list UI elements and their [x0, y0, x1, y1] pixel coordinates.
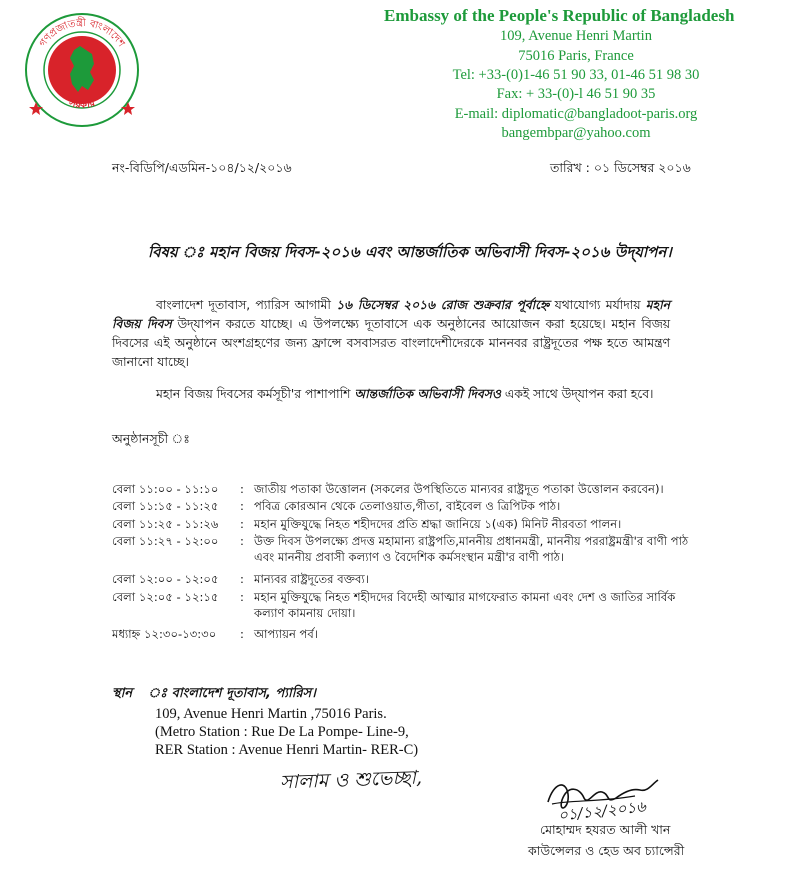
programme-item: মান্যবর রাষ্ট্রদূতের বক্তব্য।: [254, 572, 369, 586]
body-paragraph-2: [156, 385, 676, 404]
programme-row: [112, 533, 692, 567]
programme-colon: :: [240, 627, 244, 641]
programme-row: [112, 589, 692, 623]
address-line-1: 109, Avenue Henri Martin: [500, 28, 652, 44]
p1-emphasis-event: মহান বিজয় দিবস: [112, 298, 670, 331]
telephone: Tel: +33-(0)1-46 51 90 33, 01-46 51 98 30: [452, 67, 700, 83]
reference-number: নং-বিডিপি/এডমিন-১০৪/১২/২০১৬: [112, 160, 292, 175]
signatory-title: কাউন্সেলর ও হেড অব চ্যান্সেরী: [528, 843, 685, 858]
p2-emphasis: আন্তর্জাতিক অভিবাসী দিবসও: [354, 387, 501, 401]
programme-colon: :: [240, 499, 244, 513]
programme-time: বেলা ১১:২৭ - ১২:০০: [112, 534, 219, 548]
programme-item: পবিত্র কোরআন থেকে তেলাওয়াত,গীতা, বাইবেল ও ত্রিপিটক পাঠ।: [254, 499, 561, 513]
programme-time: বেলা ১১:১৫ - ১১:২৫: [112, 499, 219, 513]
programme-item: মহান মুক্তিযুদ্ধে নিহত শহীদদের বিদেহী আত্মার মাগফেরাত কামনা এবং দেশ ও জাতির সার্বিক কল্যাণ কামনায় দোয়া।: [254, 590, 676, 620]
programme-item: উক্ত দিবস উপলক্ষ্যে প্রদত্ত মহামান্য রাষ্ট্রপতি,মাননীয় প্রধানমন্ত্রী, মাননীয় পররাষ্ট্রমন্ত্রী'র বাণী পাঠ এবং মাননীয় প্রবাসী কল্যাণ ও বৈদেশিক কর্মসংস্থান মন্ত্রী'র বাণী পাঠ।: [254, 534, 689, 564]
programme-row: [112, 626, 692, 642]
programme-time: বেলা ১১:২৫ - ১১:২৬: [112, 517, 219, 531]
handwritten-closing: সালাম ও শুভেচ্ছা,: [279, 766, 423, 794]
p2-text-2: একই সাথে উদ্‌যাপন করা হবে।: [501, 387, 654, 401]
programme-time: বেলা ১১:০০ - ১১:১০: [112, 482, 219, 496]
p1-emphasis-date: ১৬ ডিসেম্বর ২০১৬ রোজ শুক্রবার পূর্বাহ্নে: [336, 298, 550, 312]
programme-row: [112, 481, 692, 497]
embassy-title: Embassy of the People's Republic of Bangladesh: [384, 6, 735, 25]
venue-rer: RER Station : Avenue Henri Martin- RER-C): [155, 742, 419, 758]
programme-row: [112, 516, 692, 532]
programme-item: আপ্যায়ন পর্ব।: [254, 627, 319, 641]
emblem-ring-text: গণপ্রজাতন্ত্রী বাংলাদেশ: [37, 17, 127, 50]
programme-colon: :: [240, 572, 244, 586]
email-1: E-mail: diplomatic@bangladoot-paris.org: [454, 106, 698, 122]
p1-text-3: উদ্‌যাপন করতে যাচ্ছে। এ উপলক্ষ্যে দূতাবাসে এক অনুষ্ঠানের আয়োজন করা হয়েছে। মহান বিজয় দিবসের এই অনুষ্ঠানে অংশগ্রহণের জন্য ফ্রান্সে বসবাসরত বাংলাদেশীদেরকে মাননবর রাষ্ট্রদূতের পক্ষ হতে আমন্ত্রণ জানানো যাচ্ছে।: [112, 317, 671, 369]
programme-colon: :: [240, 534, 244, 548]
programme-heading: অনুষ্ঠানসূচী ঃ: [112, 431, 190, 446]
programme-colon: :: [240, 482, 244, 496]
government-emblem: [22, 10, 142, 130]
address-line-2: 75016 Paris, France: [518, 48, 634, 64]
p1-text-1: বাংলাদেশ দূতাবাস, প্যারিস আগামী: [156, 298, 337, 312]
programme-time: বেলা ১২:০৫ - ১২:১৫: [112, 590, 219, 604]
programme-item: মহান মুক্তিযুদ্ধে নিহত শহীদদের প্রতি শ্রদ্ধা জানিয়ে ১(এক) মিনিট নীরবতা পালন।: [254, 517, 622, 531]
body-paragraph-1: [112, 296, 670, 372]
p2-text-1: মহান বিজয় দিবসের কর্মসূচী'র পাশাপাশি: [156, 387, 355, 401]
venue-value: ঃ বাংলাদেশ দূতাবাস, প্যারিস।: [148, 686, 316, 701]
signature-date: ০১/১২/২০১৬: [557, 797, 647, 825]
programme-row: [112, 571, 692, 587]
programme-colon: :: [240, 590, 244, 604]
programme-item: জাতীয় পতাকা উত্তোলন (সকলের উপস্থিতিতে মান্যবর রাষ্ট্রদূত পতাকা উত্তোলন করবেন)।: [254, 482, 664, 496]
p1-text-2: যথাযোগ্য মর্যাদায়: [549, 298, 646, 312]
programme-time: মধ্যাহ্ন ১২:৩০-১৩:৩০: [112, 627, 217, 641]
subject-line: বিষয় ঃ মহান বিজয় দিবস-২০১৬ এবং আন্তর্জাতিক অভিবাসী দিবস-২০১৬ উদ্‌যাপন।: [148, 243, 672, 261]
fax: Fax: + 33-(0)-l 46 51 90 35: [496, 86, 656, 102]
signatory-name: মোহাম্মদ হযরত আলী খান: [540, 822, 671, 837]
venue-address: 109, Avenue Henri Martin ,75016 Paris.: [155, 706, 387, 722]
programme-colon: :: [240, 517, 244, 531]
email-2: bangembpar@yahoo.com: [501, 125, 651, 141]
emblem-bottom-text: সরকার: [67, 97, 97, 112]
programme-time: বেলা ১২:০০ - ১২:০৫: [112, 572, 219, 586]
venue-label: স্থান: [112, 686, 133, 701]
venue-metro: (Metro Station : Rue De La Pompe- Line-9,: [155, 724, 409, 740]
letter-date: তারিখ : ০১ ডিসেম্বর ২০১৬: [550, 160, 691, 175]
programme-row: [112, 498, 692, 514]
